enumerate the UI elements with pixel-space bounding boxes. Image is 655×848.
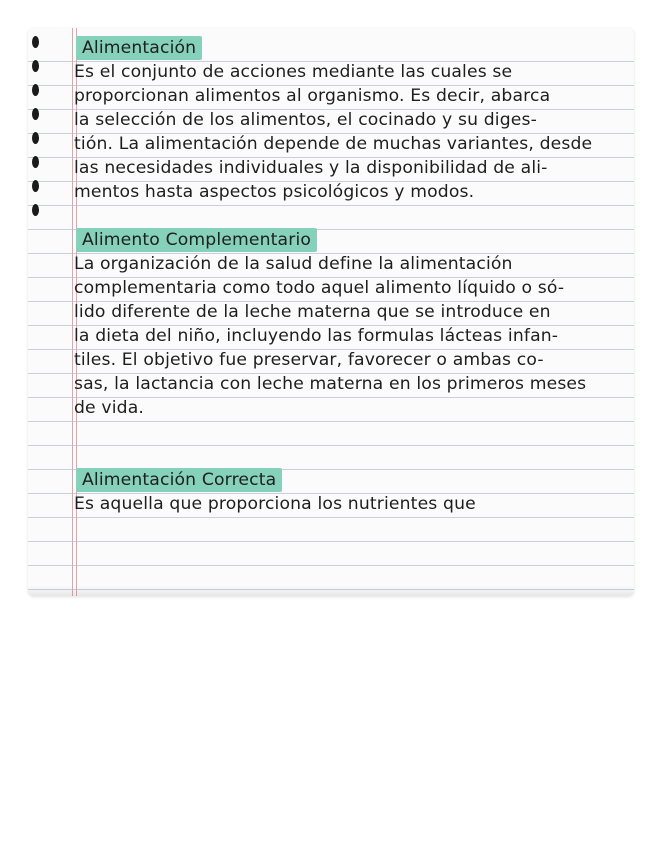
section-heading: Alimentación (76, 36, 202, 60)
notebook-page (28, 28, 634, 596)
text-line: lido diferente de la leche materna que se introduce en (74, 302, 551, 322)
text-line: la selección de los alimentos, el cocinado y su diges- (74, 110, 537, 130)
text-line: sas, la lactancia con leche materna en los primeros meses (74, 374, 587, 394)
section-alimento-complementario (74, 228, 622, 468)
text-line: Es el conjunto de acciones mediante las cuales se (74, 62, 513, 82)
text-line: complementaria como todo aquel alimento líquido o só- (74, 278, 565, 298)
section-heading: Alimento Complementario (76, 228, 317, 252)
text-line: Es aquella que proporciona los nutrientes que (74, 494, 476, 514)
text-line: de vida. (74, 398, 145, 418)
section-heading: Alimentación Correcta (76, 468, 282, 492)
spiral-binding (32, 36, 42, 256)
section-alimentacion (74, 36, 622, 228)
text-line: tión. La alimentación depende de muchas variantes, desde (74, 134, 593, 154)
margin-line (72, 28, 73, 596)
section-alimentacion-correcta (74, 468, 622, 516)
text-line: tiles. El objetivo fue preservar, favorecer o ambas co- (74, 350, 544, 370)
text-line: La organización de la salud define la alimentación (74, 254, 513, 274)
text-line: las necesidades individuales y la disponibilidad de ali- (74, 158, 548, 178)
handwritten-notes (74, 36, 622, 516)
text-line: proporcionan alimentos al organismo. Es decir, abarca (74, 86, 551, 106)
text-line: la dieta del niño, incluyendo las formulas lácteas infan- (74, 326, 559, 346)
text-line: mentos hasta aspectos psicológicos y modos. (74, 182, 475, 202)
page-edge-shadow (28, 586, 634, 596)
